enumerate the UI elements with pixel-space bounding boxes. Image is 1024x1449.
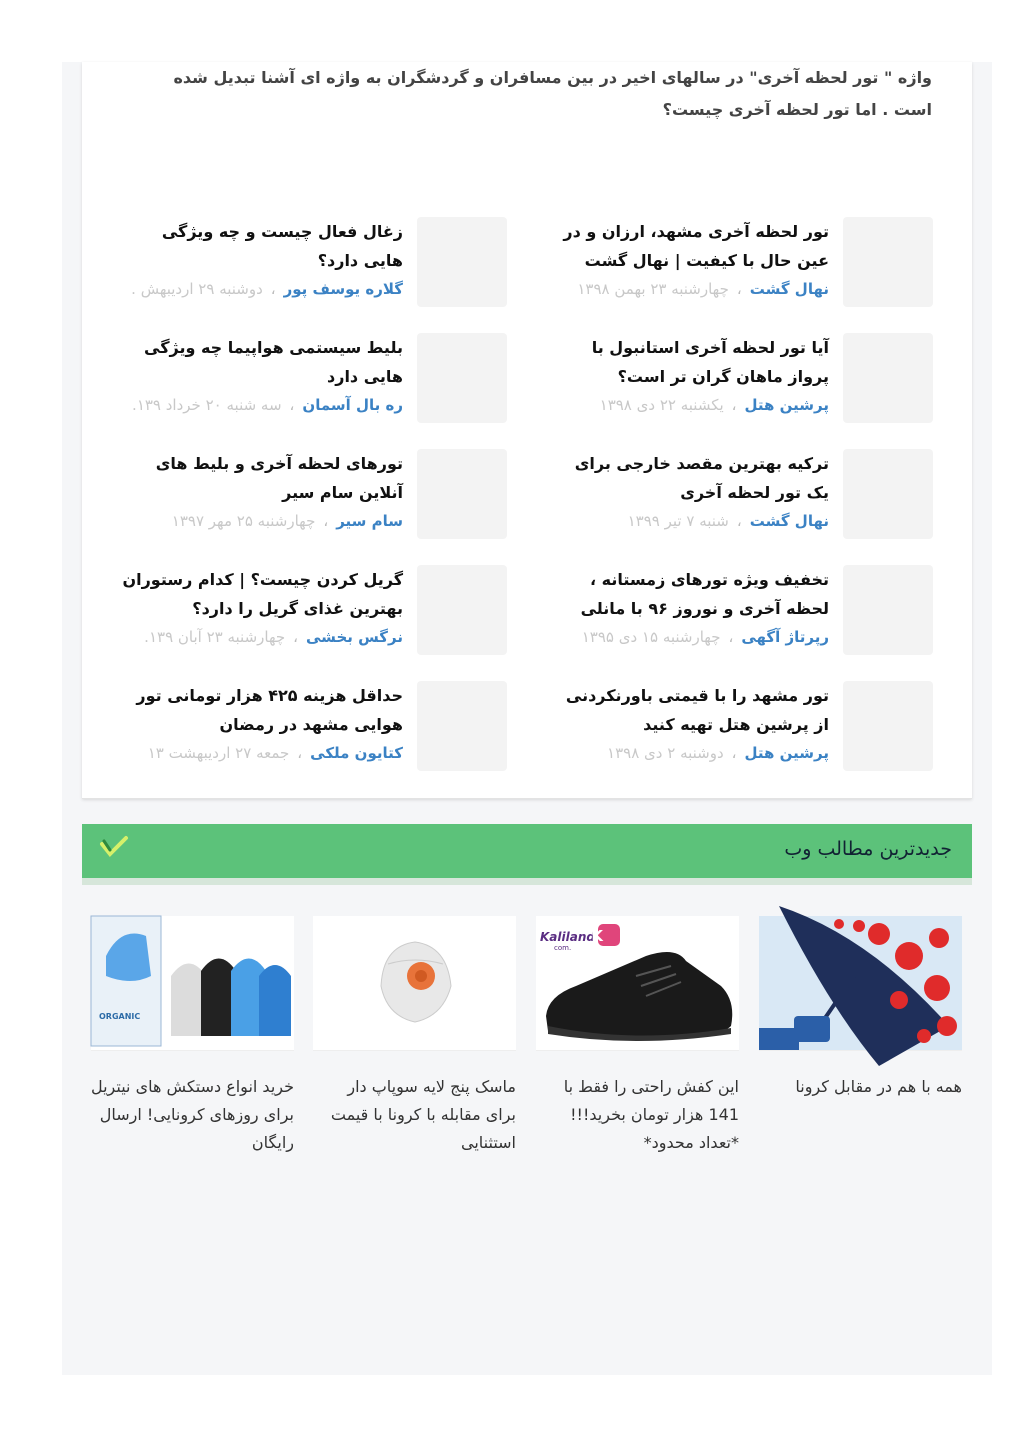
article-title[interactable]: گریل کردن چیست؟ | کدام رستوران بهترین غذای گریل را دارد؟: [122, 570, 403, 618]
article-thumbnail[interactable]: [843, 681, 933, 771]
umbrella-virus-image[interactable]: [759, 916, 962, 1051]
article-author[interactable]: ره بال آسمان: [302, 396, 403, 414]
gloves-image[interactable]: [91, 916, 294, 1051]
svg-text:K: K: [591, 927, 603, 945]
related-article[interactable]: [553, 681, 933, 771]
related-article[interactable]: [553, 565, 933, 655]
related-article[interactable]: [553, 449, 933, 539]
article-thumbnail[interactable]: [417, 217, 507, 307]
latest-web-posts-header: [82, 824, 972, 885]
article-author[interactable]: پرشین هتل: [744, 744, 829, 762]
shoe-image[interactable]: [536, 916, 739, 1051]
article-author[interactable]: نرگس بخشی: [306, 628, 403, 646]
article-date: یکشنبه ۲۲ دی ۱۳۹۸: [599, 396, 724, 414]
separator: ،: [728, 628, 734, 646]
article-author[interactable]: پرشین هتل: [744, 396, 829, 414]
article-thumbnail[interactable]: [843, 449, 933, 539]
article-date: دوشنبه ۲ دی ۱۳۹۸: [607, 744, 724, 762]
article-thumbnail[interactable]: [417, 449, 507, 539]
web-post-card[interactable]: [313, 916, 516, 1173]
article-date: چهارشنبه ۱۵ دی ۱۳۹۵: [581, 628, 721, 646]
related-article[interactable]: [127, 333, 507, 423]
related-article[interactable]: [127, 681, 507, 771]
article-date: چهارشنبه ۲۳ آبان ۱۳۹.: [144, 628, 286, 646]
brand-logo: [540, 924, 622, 950]
mask-image[interactable]: [313, 916, 516, 1051]
article-date: شنبه ۷ تیر ۱۳۹۹: [627, 512, 729, 530]
article-author[interactable]: سام سیر: [336, 512, 403, 530]
article-author[interactable]: رپرتاژ آگهی: [741, 628, 829, 646]
related-article[interactable]: [122, 565, 507, 655]
article-date: دوشنبه ۲۹ اردیبهش .: [131, 280, 263, 298]
article-author[interactable]: کتایون ملکی: [310, 744, 403, 762]
article-author[interactable]: نهال گشت: [749, 280, 829, 298]
related-article[interactable]: [553, 333, 933, 423]
article-date: چهارشنبه ۲۳ بهمن ۱۳۹۸: [577, 280, 729, 298]
brand-domain: .com: [554, 944, 572, 952]
article-thumbnail[interactable]: [417, 681, 507, 771]
intro-paragraph: واژه " تور لحظه آخری" در سالهای اخیر در بین مسافران و گردشگران به واژه ای آشنا تبدیل شده است . اما تور لحظه آخری چیست؟: [173, 68, 932, 119]
post-title[interactable]: خرید انواع دستکش های نیتریل برای روزهای کرونایی! ارسال رایگان: [90, 1077, 294, 1152]
separator: ،: [736, 512, 742, 530]
separator: ،: [293, 628, 298, 646]
brand-name: Kaliland: [540, 930, 595, 944]
article-date: چهارشنبه ۲۵ مهر ۱۳۹۷: [171, 512, 316, 530]
article-title[interactable]: حداقل هزینه ۴۲۵ هزار تومانی تور هوایی مشهد در رمضان: [136, 686, 403, 734]
web-post-card[interactable]: [91, 916, 294, 1173]
checkmark-logo-icon: [100, 836, 128, 856]
article-thumbnail[interactable]: [417, 565, 507, 655]
box-label: ORGANIC: [99, 1012, 141, 1021]
article-title[interactable]: بلیط سیستمی هواپیما چه ویژگی هایی دارد: [144, 338, 403, 386]
article-title[interactable]: آیا تور لحظه آخری استانبول با پرواز ماهان گران تر است؟: [591, 338, 829, 386]
separator: ،: [270, 280, 276, 298]
article-title[interactable]: تور مشهد را با قیمتی باورنکردنی از پرشین هتل تهیه کنید: [565, 686, 829, 734]
article-thumbnail[interactable]: [843, 565, 933, 655]
article-date: سه شنبه ۲۰ خرداد ۱۳۹.: [132, 396, 282, 414]
related-article[interactable]: [553, 217, 933, 307]
related-article[interactable]: [127, 449, 507, 539]
article-title[interactable]: تخفیف ویژه تورهای زمستانه ، لحظه آخری و نوروز ۹۶ با مانلی: [580, 570, 829, 618]
section-title: جدیدترین مطالب وب: [784, 838, 952, 860]
web-post-card[interactable]: [759, 916, 962, 1117]
separator: ،: [297, 744, 303, 762]
post-title[interactable]: این کفش راحتی را فقط با 141 هزار تومان بخرید!!! *تعداد محدود*: [563, 1077, 739, 1152]
separator: ،: [736, 280, 742, 298]
article-author[interactable]: گلاره یوسف پور: [283, 280, 403, 298]
article-title[interactable]: تورهای لحظه آخری و بلیط های آنلاین سام سیر: [155, 454, 403, 502]
article-title[interactable]: تور لحظه آخری مشهد، ارزان و در عین حال با کیفیت | نهال گشت: [563, 222, 829, 270]
web-post-card[interactable]: [536, 916, 739, 1173]
article-thumbnail[interactable]: [843, 217, 933, 307]
article-author[interactable]: نهال گشت: [749, 512, 829, 530]
separator: ،: [731, 744, 737, 762]
article-thumbnail[interactable]: [843, 333, 933, 423]
separator: ،: [731, 396, 737, 414]
separator: ،: [289, 396, 295, 414]
separator: ،: [323, 512, 329, 530]
post-title[interactable]: ماسک پنج لایه سوپاپ دار برای مقابله با کرونا با قیمت استثنایی: [330, 1077, 516, 1152]
article-date: جمعه ۲۷ اردیبهشت ۱۳: [147, 744, 290, 762]
post-title[interactable]: همه با هم در مقابل کرونا: [795, 1077, 962, 1096]
article-title[interactable]: زغال فعال چیست و چه ویژگی هایی دارد؟: [161, 222, 403, 270]
related-article[interactable]: [127, 217, 507, 307]
brand-k-icon: [591, 924, 620, 946]
article-title[interactable]: ترکیه بهترین مقصد خارجی برای یک تور لحظه آخری: [574, 454, 829, 502]
article-thumbnail[interactable]: [417, 333, 507, 423]
